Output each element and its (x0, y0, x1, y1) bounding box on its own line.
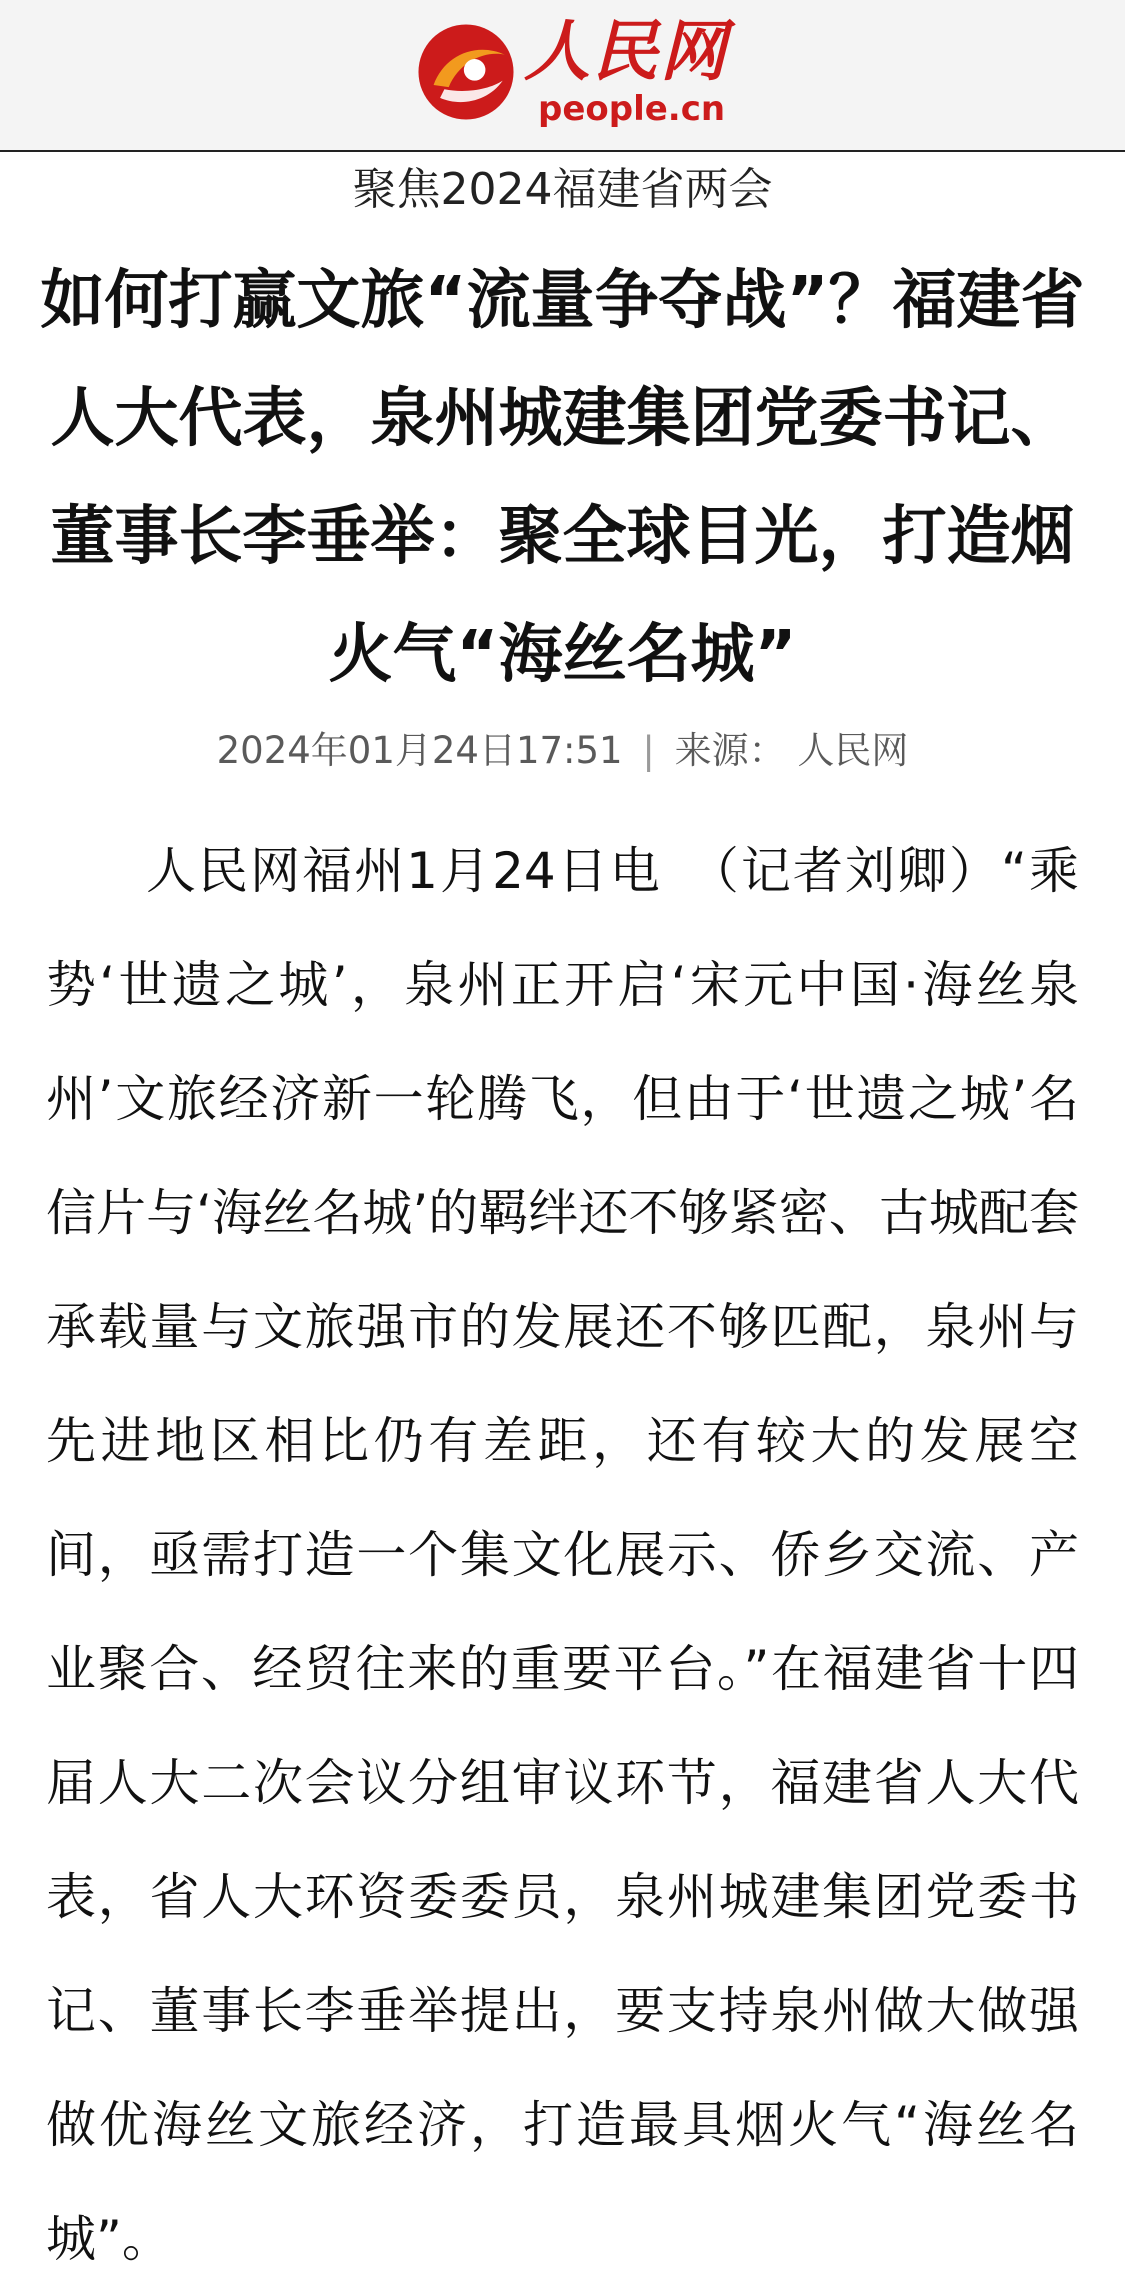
article-paragraph: 人民网福州1月24日电 （记者刘卿）“乘势‘世遗之城’，泉州正开启‘宋元中国·海丝泉州’文旅经济新一轮腾飞，但由于‘世遗之城’名信片与‘海丝名城’的羁绊还不够紧密、古城配套承载量与文旅强市的发展还不够匹配，泉州与先进地区相比仍有差距，还有较大的发展空间，亟需打造一个集文化展示、侨乡交流、产业聚合、经贸往来的重要平台。”在福建省十四届人大二次会议分组审议环节，福建省人大代表，省人大环资委委员，泉州城建集团党委书记、董事长李垂举提出，要支持泉州做大做强做优海丝文旅经济，打造最具烟火气“海丝名城”。 (46, 842, 1079, 2268)
meta-separator: | (642, 729, 655, 772)
people-logo-icon (412, 18, 520, 126)
article-meta (0, 723, 1125, 779)
source-name[interactable]: 人民网 (797, 729, 909, 772)
source-label: 来源： (674, 729, 786, 772)
site-logo[interactable] (412, 12, 728, 132)
article-title: 如何打赢文旅“流量争夺战”？福建省人大代表，泉州城建集团党委书记、董事长李垂举：聚全球目光，打造烟火气“海丝名城” (40, 264, 1085, 692)
site-header (0, 0, 1125, 152)
logo-domain: people.cn (538, 89, 726, 129)
publish-datetime: 2024年01月24日17:51 (216, 729, 623, 772)
logo-text-cn: 人民网 (524, 12, 728, 90)
column-label[interactable]: 聚焦2024福建省两会 (352, 164, 773, 215)
